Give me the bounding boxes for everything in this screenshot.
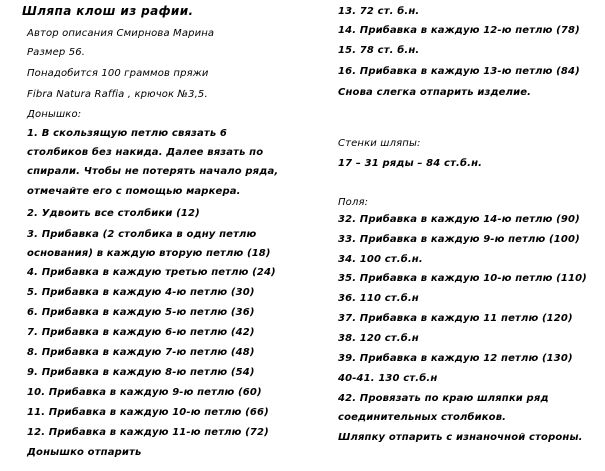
pattern-row: 35. Прибавка в каждую 10-ю петлю (110): [338, 273, 587, 284]
pattern-row: 13. 72 ст. б.н.: [338, 6, 420, 17]
brim-heading: Поля:: [338, 197, 369, 208]
pattern-row: 2. Удвоить все столбики (12): [27, 208, 200, 219]
pattern-row: отмечайте его с помощью маркера.: [27, 186, 241, 197]
pattern-row: 12. Прибавка в каждую 11-ю петлю (72): [27, 427, 269, 438]
pattern-row: 5. Прибавка в каждую 4-ю петлю (30): [27, 287, 255, 298]
walls-heading: Стенки шляпы:: [338, 138, 421, 149]
yarn-line-2: Fibra Natura Raffia , крючок №3,5.: [27, 89, 208, 100]
pattern-row: 4. Прибавка в каждую третью петлю (24): [27, 267, 276, 278]
pattern-row: основания) в каждую вторую петлю (18): [27, 248, 271, 259]
pattern-row: 3. Прибавка (2 столбика в одну петлю: [27, 229, 257, 240]
pattern-row: Снова слегка отпарить изделие.: [338, 87, 532, 98]
pattern-row: 42. Провязать по краю шляпки ряд: [338, 393, 549, 404]
pattern-row: 36. 110 ст.б.н: [338, 293, 419, 304]
pattern-row: 6. Прибавка в каждую 5-ю петлю (36): [27, 307, 255, 318]
right-column: [318, 0, 605, 471]
pattern-row: 33. Прибавка в каждую 9-ю петлю (100): [338, 234, 580, 245]
pattern-row: столбиков без накида. Далее вязать по: [27, 147, 264, 158]
pattern-row: 16. Прибавка в каждую 13-ю петлю (84): [338, 66, 580, 77]
pattern-row: 37. Прибавка в каждую 11 петлю (120): [338, 313, 573, 324]
pattern-row: 8. Прибавка в каждую 7-ю петлю (48): [27, 347, 255, 358]
pattern-row: соединительных столбиков.: [338, 412, 507, 423]
yarn-line-1: Понадобится 100 граммов пряжи: [27, 68, 209, 79]
pattern-row: 10. Прибавка в каждую 9-ю петлю (60): [27, 387, 262, 398]
pattern-row: 1. В скользящую петлю связать 6: [27, 128, 228, 139]
pattern-row: 7. Прибавка в каждую 6-ю петлю (42): [27, 327, 255, 338]
walls-text: 17 – 31 ряды – 84 ст.б.н.: [338, 158, 483, 169]
pattern-row: 32. Прибавка в каждую 14-ю петлю (90): [338, 214, 580, 225]
pattern-row: 15. 78 ст. б.н.: [338, 45, 420, 56]
pattern-row: 11. Прибавка в каждую 10-ю петлю (66): [27, 407, 269, 418]
pattern-row: 9. Прибавка в каждую 8-ю петлю (54): [27, 367, 255, 378]
pattern-row: 34. 100 ст.б.н.: [338, 254, 423, 265]
pattern-row: 38. 120 ст.б.н: [338, 333, 419, 344]
pattern-row: спирали. Чтобы не потерять начало ряда,: [27, 166, 279, 177]
document-title: Шляпа клош из рафии.: [22, 4, 194, 18]
pattern-row: Донышко отпарить: [27, 447, 142, 458]
pattern-row: Шляпку отпарить с изнаночной стороны.: [338, 432, 583, 443]
bottom-heading: Донышко:: [27, 109, 82, 120]
pattern-row: 40-41. 130 ст.б.н: [338, 373, 438, 384]
pattern-row: 39. Прибавка в каждую 12 петлю (130): [338, 353, 573, 364]
pattern-row: 14. Прибавка в каждую 12-ю петлю (78): [338, 25, 580, 36]
author-line: Автор описания Смирнова Марина: [27, 28, 215, 39]
size-line: Размер 56.: [27, 47, 86, 58]
